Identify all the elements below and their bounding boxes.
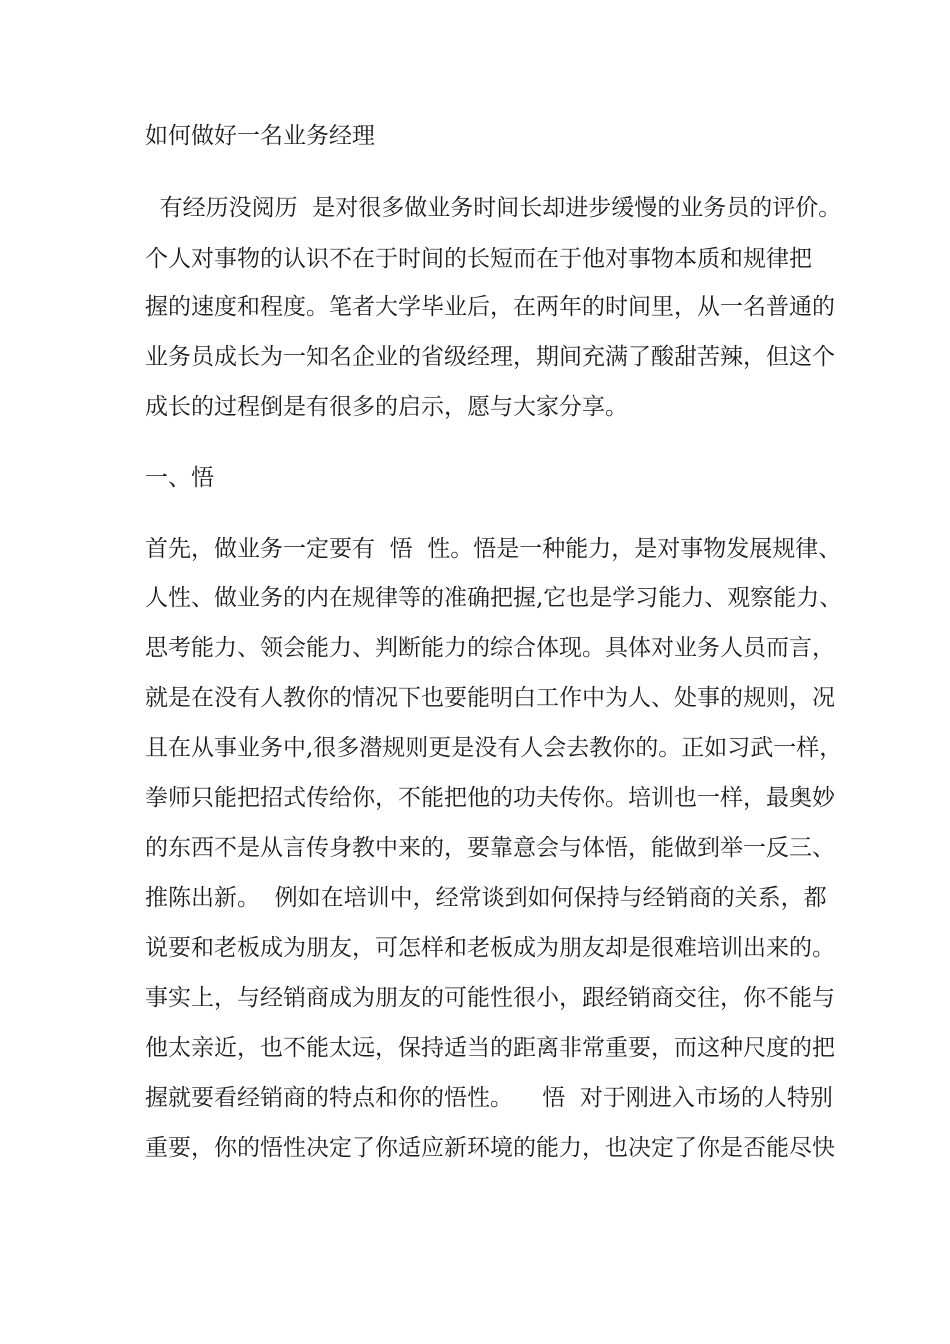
body-line-6: 拳师只能把招式传给你，不能把他的功夫传你。培训也一样，最奥妙 <box>145 785 835 811</box>
body-line-2: 人性、做业务的内在规律等的准确把握,它也是学习能力、观察能力、 <box>145 585 843 611</box>
body-line-11: 他太亲近，也不能太远，保持适当的距离非常重要，而这种尺度的把 <box>145 1035 835 1061</box>
intro-line-2: 个人对事物的认识不在于时间的长短而在于他对事物本质和规律把 <box>145 246 812 272</box>
intro-line-1: 有经历没阅历 是对很多做业务时间长却进步缓慢的业务员的评价。 <box>145 195 842 221</box>
body-line-12: 握就要看经销商的特点和你的悟性。 悟 对于刚进入市场的人特别 <box>145 1085 833 1111</box>
body-line-10: 事实上，与经销商成为朋友的可能性很小，跟经销商交往，你不能与 <box>145 985 835 1011</box>
body-line-3: 思考能力、领会能力、判断能力的综合体现。具体对业务人员而言， <box>145 635 835 661</box>
intro-line-5: 成长的过程倒是有很多的启示，愿与大家分享。 <box>145 394 628 420</box>
body-line-5: 且在从事业务中,很多潜规则更是没有人会去教你的。正如习武一样， <box>145 735 843 761</box>
body-line-8: 推陈出新。 例如在培训中，经常谈到如何保持与经销商的关系，都 <box>145 885 827 911</box>
body-line-7: 的东西不是从言传身教中来的，要靠意会与体悟，能做到举一反三、 <box>145 835 835 861</box>
intro-line-3: 握的速度和程度。笔者大学毕业后，在两年的时间里，从一名普通的 <box>145 294 835 320</box>
body-line-4: 就是在没有人教你的情况下也要能明白工作中为人、处事的规则，况 <box>145 685 835 711</box>
intro-line-4: 业务员成长为一知名企业的省级经理，期间充满了酸甜苦辣，但这个 <box>145 344 835 370</box>
section-heading: 一、悟 <box>145 465 214 491</box>
body-line-13: 重要，你的悟性决定了你适应新环境的能力，也决定了你是否能尽快 <box>145 1135 835 1161</box>
document-title: 如何做好一名业务经理 <box>145 123 375 149</box>
body-line-9: 说要和老板成为朋友，可怎样和老板成为朋友却是很难培训出来的。 <box>145 935 835 961</box>
body-line-1: 首先，做业务一定要有 悟 性。悟是一种能力，是对事物发展规律、 <box>145 536 842 562</box>
